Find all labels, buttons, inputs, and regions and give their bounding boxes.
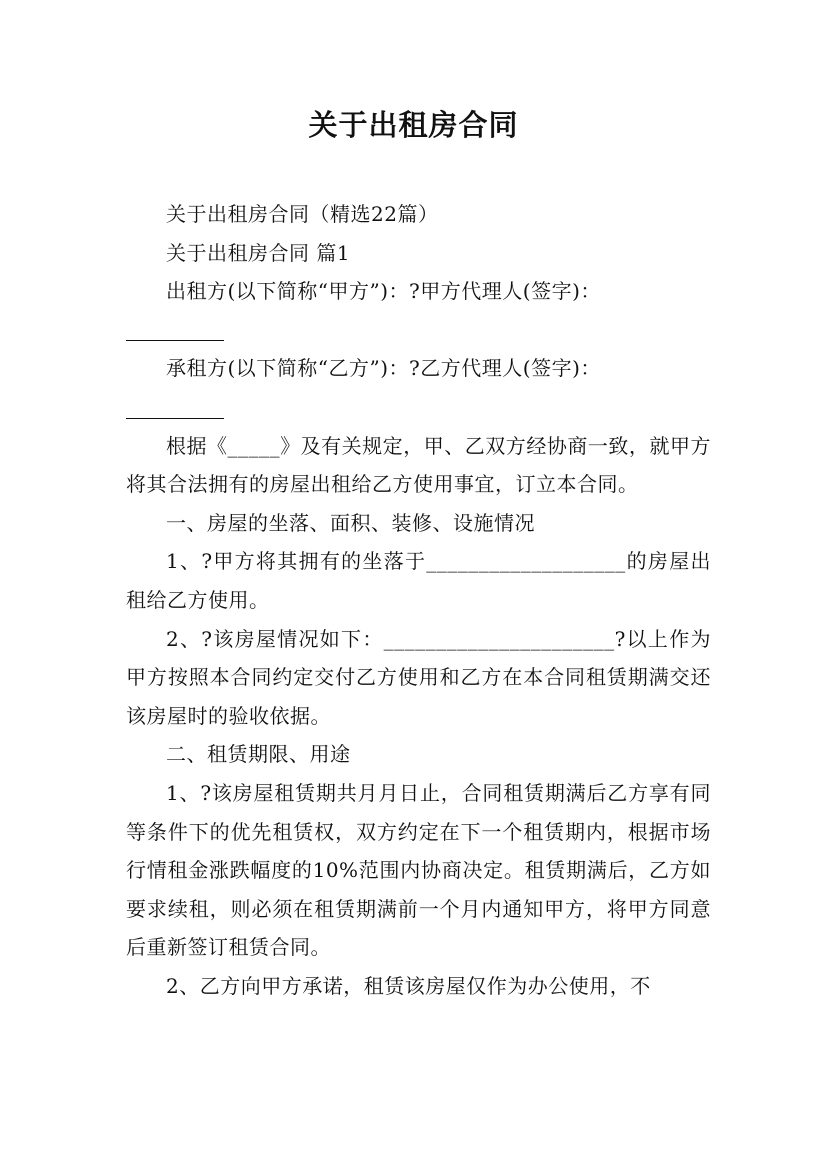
lessee-signature-blank xyxy=(126,388,224,427)
lessor-line: 出租方(以下简称“甲方”)：?甲方代理人(签字)： xyxy=(166,279,601,304)
section-heading: 关于出租房合同 篇1 xyxy=(166,240,351,265)
subtitle-paragraph: 关于出租房合同（精选22篇） xyxy=(166,202,439,226)
lessee-line: 承租方(以下简称“乙方”)：?乙方代理人(签字)： xyxy=(166,356,601,381)
clause-1-1: 1、?甲方将其拥有的坐落于___________________的房屋出租给乙方使用。 xyxy=(126,549,711,612)
clause-2-2: 2、乙方向甲方承诺，租赁该房屋仅作为办公使用，不 xyxy=(166,973,651,998)
document-title: 关于出租房合同 xyxy=(308,108,519,142)
clause-heading-2: 二、租赁期限、用途 xyxy=(166,742,351,767)
clause-heading-1: 一、房屋的坐落、面积、装修、设施情况 xyxy=(166,510,535,535)
clause-1-2: 2、?该房屋情况如下：______________________?以上作为甲方按照本合同约定交付乙方使用和乙方在本合同租赁期满交还该房屋时的验收依据。 xyxy=(126,626,711,728)
lessor-signature-blank xyxy=(126,311,224,350)
clause-2-1: 1、?该房屋租赁期共月月日止，合同租赁期满后乙方享有同等条件下的优先租赁权，双方约定在下一个租赁期内，根据市场行情租金涨跌幅度的10%范围内协商决定。租赁期满后，乙方如要求续租，则必须在租赁期满前一个月内通知甲方，将甲方同意后重新签订租赁合同。 xyxy=(126,780,711,960)
document-body xyxy=(126,195,711,1005)
preamble-paragraph: 根据《_____》及有关规定，甲、乙双方经协商一致，就甲方将其合法拥有的房屋出租给乙方使用事宜，订立本合同。 xyxy=(126,433,711,497)
